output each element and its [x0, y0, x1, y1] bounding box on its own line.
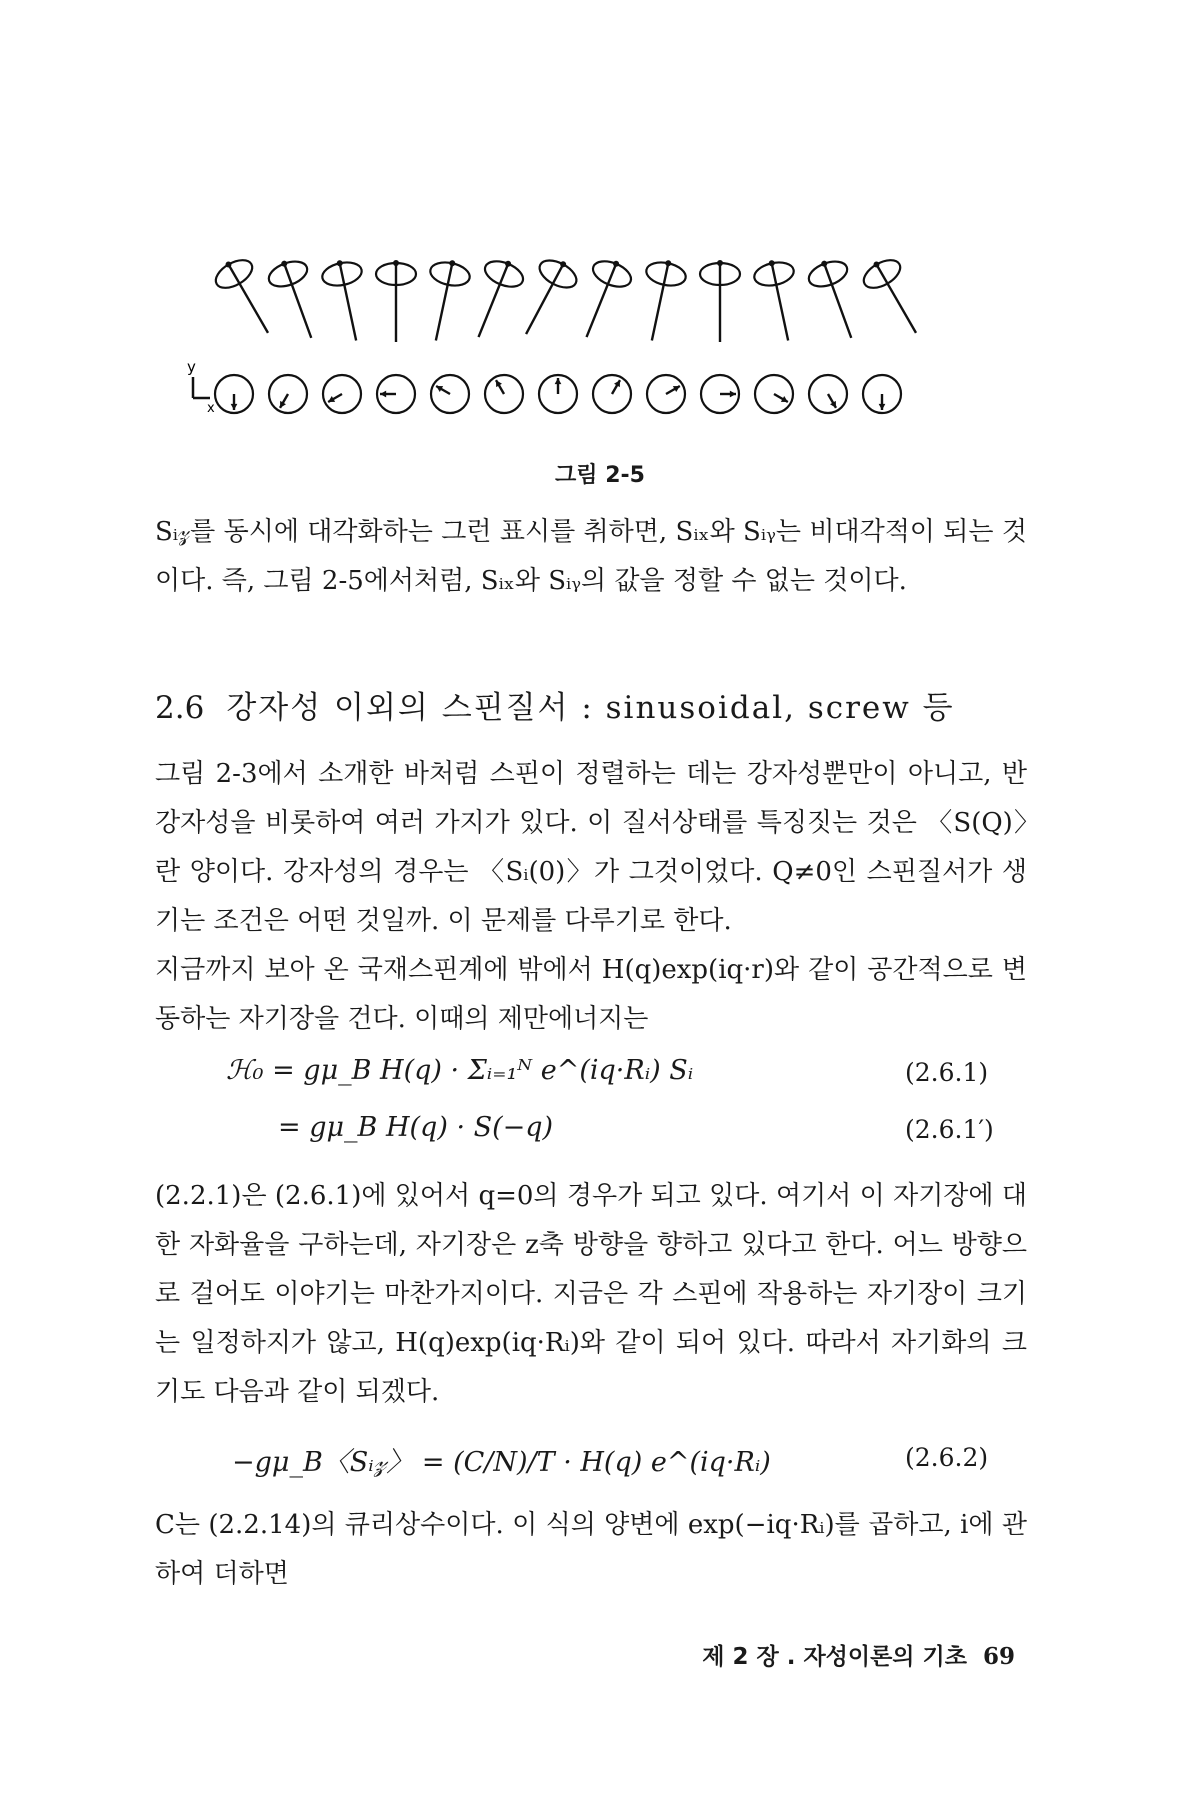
- projected-spin: [647, 375, 685, 413]
- page-number: 69: [982, 1643, 1015, 1670]
- screw-spin: [264, 254, 330, 345]
- equation-2-6-1-prime: = gμ_B H(q) · S(−q): [278, 1112, 554, 1143]
- screw-spin: [416, 256, 472, 345]
- projected-spin: [269, 375, 307, 413]
- projected-spin: [539, 375, 577, 413]
- paragraph-2-part-2: 지금까지 보아 온 국재스핀계에 밖에서 H(q)exp(iq·r)와 같이 공간적으로 변동하는 자기장을 건다. 이때의 제만에너지는: [155, 955, 1027, 1034]
- screw-spin: [752, 256, 808, 345]
- screw-spin: [568, 254, 636, 345]
- projected-spin: [593, 375, 631, 413]
- projected-spin: [323, 375, 361, 413]
- projected-spin: [701, 375, 739, 413]
- projected-spin: [377, 375, 415, 413]
- paragraph-4: C는 (2.2.14)의 큐리상수이다. 이 식의 양변에 exp(−iq·Rᵢ)를 곱하고, i에 관하여 더하면: [155, 1510, 1027, 1589]
- equation-2-6-1-prime-number: (2.6.1′): [905, 1115, 994, 1144]
- chapter-title: 제 2 장 . 자성이론의 기초: [702, 1644, 967, 1670]
- axis-y-label: y: [187, 358, 196, 376]
- axis-x-label: x: [207, 401, 215, 416]
- equation-2-6-2: −gμ_B〈Sᵢ𝓏〉 = (C/N)/T · H(q) e^(iq·Rᵢ): [232, 1447, 771, 1478]
- section-number: 2.6: [155, 690, 205, 726]
- projected-spin: [863, 375, 901, 413]
- screw-spin: [376, 260, 416, 342]
- figure-caption: 그림 2-5: [555, 463, 645, 488]
- screw-spin: [210, 252, 286, 343]
- page-footer: [702, 1638, 1015, 1671]
- screw-spin: [700, 260, 740, 342]
- axis-icon: [187, 358, 215, 416]
- projection-spin-row: [215, 375, 901, 413]
- paragraph-2-part-1: 그림 2-3에서 소개한 바처럼 스핀이 정렬하는 데는 강자성뿐만이 아니고, 반강자성을 비롯하여 여러 가지가 있다. 이 질서상태를 특징짓는 것은 〈S(Q)〉란 양이다. 강자성의 경우는 〈Sᵢ(0)〉가 그것이었다. Q≠0인 스핀질서가 생기는 조건은 어떤 것일까. 이 문제를 다루기로 한다.: [155, 759, 1027, 936]
- paragraph-1: Sᵢ𝓏를 동시에 대각화하는 그런 표시를 취하면, Sᵢₓ와 Sᵢᵧ는 비대각적이 되는 것이다. 즉, 그림 2-5에서처럼, Sᵢₓ와 Sᵢᵧ의 값을 정할 수 없는 것이다.: [155, 517, 1027, 596]
- projected-spin: [755, 375, 793, 413]
- paragraph-3: (2.2.1)은 (2.6.1)에 있어서 q=0의 경우가 되고 있다. 여기서 이 자기장에 대한 자화율을 구하는데, 자기장은 z축 방향을 향하고 있다고 한다. 어느 방향으로 걸어도 이야기는 마찬가지이다. 지금은 각 스핀에 작용하는 자기장이 크기는 일정하지가 않고, H(q)exp(iq·Rᵢ)와 같이 되어 있다. 따라서 자기화의 크기도 다음과 같이 되겠다.: [155, 1181, 1027, 1407]
- projected-spin: [215, 375, 253, 413]
- equation-2-6-2-number: (2.6.2): [905, 1443, 989, 1472]
- spin-figure: [0, 0, 1200, 470]
- projected-spin: [431, 375, 469, 413]
- screw-spin: [460, 254, 528, 345]
- equation-2-6-1: ℋ₀ = gμ_B H(q) · Σᵢ₌₁ᴺ e^(iq·Rᵢ) Sᵢ: [226, 1055, 694, 1086]
- paragraph-2: [155, 750, 1027, 1044]
- screw-spin: [632, 256, 688, 345]
- projected-spin: [485, 375, 523, 413]
- screw-spin-row: [210, 252, 934, 345]
- section-title: 강자성 이외의 스핀질서 : sinusoidal, screw 등: [226, 690, 955, 726]
- screw-spin: [804, 254, 870, 345]
- section-heading: [155, 682, 955, 727]
- screw-spin: [508, 252, 582, 343]
- equation-2-6-1-number: (2.6.1): [905, 1058, 989, 1087]
- screw-spin: [858, 252, 934, 343]
- screw-spin: [320, 256, 376, 345]
- projected-spin: [809, 375, 847, 413]
